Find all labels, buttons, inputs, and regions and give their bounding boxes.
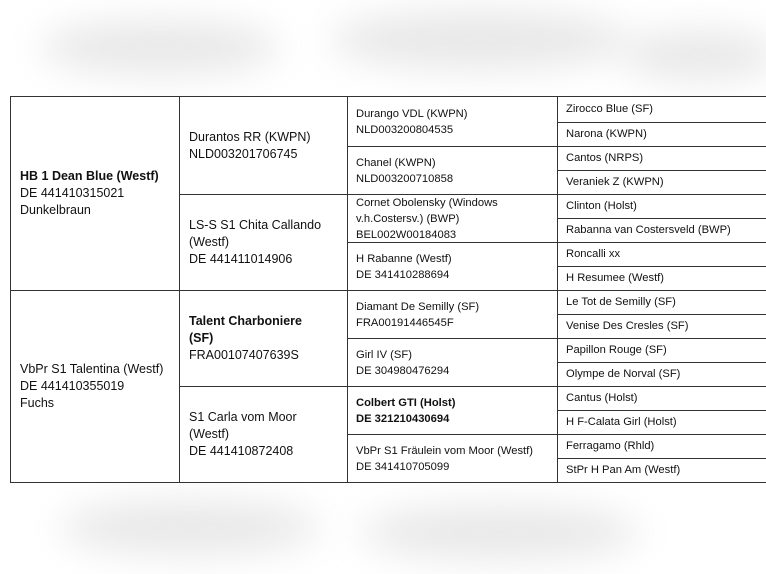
gen3-id: DE 341410288694 [356, 268, 450, 281]
gen3-name: VbPr S1 Fräulein vom Moor (Westf) [356, 444, 533, 457]
gen3-name: Girl IV (SF) [356, 348, 412, 361]
gen4-cell [558, 218, 766, 242]
gen4-name: Cantus (Holst) [566, 392, 638, 404]
gen4-name: Olympe de Norval (SF) [566, 368, 681, 380]
gen4-cell [558, 362, 766, 386]
gen4-cell [558, 242, 766, 266]
subject-horse-name: HB 1 Dean Blue (Westf) [20, 169, 159, 183]
gen4-name: Rabanna van Costersveld (BWP) [566, 224, 731, 236]
gen4-cell [558, 290, 766, 314]
gen4-cell [558, 434, 766, 458]
gen3-name: Colbert GTI (Holst) [356, 396, 456, 409]
gen4-name: H F-Calata Girl (Holst) [566, 416, 677, 428]
dam-cell [11, 290, 179, 482]
gen2-cell [180, 386, 348, 482]
gen4-cell [558, 314, 766, 338]
gen3-id: DE 321210430694 [356, 412, 450, 425]
gen2-name: Talent Charboniere (SF) [189, 314, 302, 345]
generation-2-column [179, 97, 348, 482]
gen4-cell [558, 338, 766, 362]
gen2-id: NLD003201706745 [189, 146, 298, 161]
gen4-cell [558, 458, 766, 482]
gen3-cell [348, 290, 558, 338]
gen3-name: Diamant De Semilly (SF) [356, 300, 480, 313]
gen3-name: Cornet Obolensky (Windows v.h.Costersv.) (BWP) [356, 196, 498, 225]
dam-id: DE 441410355019 [20, 379, 125, 393]
gen3-name: Chanel (KWPN) [356, 156, 436, 169]
gen4-name: Veraniek Z (KWPN) [566, 176, 664, 188]
gen3-cell [348, 97, 558, 146]
gen4-cell [558, 97, 766, 122]
gen2-cell [180, 194, 348, 290]
gen3-name: H Rabanne (Westf) [356, 252, 452, 265]
gen4-name: Narona (KWPN) [566, 128, 647, 140]
subject-horse-id: DE 441410315021 [20, 186, 125, 200]
gen2-id: FRA00107407639S [189, 348, 299, 362]
gen4-cell [558, 170, 766, 194]
subject-horse-color: Dunkelbraun [20, 203, 91, 217]
gen4-name: Clinton (Holst) [566, 200, 637, 212]
generation-3-column [347, 97, 558, 482]
gen4-name: Papillon Rouge (SF) [566, 344, 667, 356]
gen3-name: Durango VDL (KWPN) [356, 107, 468, 120]
gen3-id: DE 341410705099 [356, 460, 450, 473]
gen3-cell [348, 242, 558, 290]
gen3-id: DE 304980476294 [356, 364, 450, 377]
gen3-id: NLD003200710858 [356, 172, 454, 185]
gen4-cell [558, 266, 766, 290]
subject-horse-cell [11, 97, 179, 290]
gen4-cell [558, 146, 766, 170]
gen3-cell [348, 434, 558, 482]
gen2-cell [180, 97, 348, 194]
dam-color: Fuchs [20, 396, 55, 410]
gen4-cell [558, 194, 766, 218]
gen4-name: H Resumee (Westf) [566, 272, 665, 284]
gen2-name: S1 Carla vom Moor (Westf) [189, 410, 297, 441]
gen4-name: StPr H Pan Am (Westf) [566, 464, 681, 476]
gen3-cell [348, 338, 558, 386]
gen3-cell [348, 146, 558, 194]
gen2-id: DE 441410872408 [189, 444, 294, 458]
gen4-name: Le Tot de Semilly (SF) [566, 296, 676, 308]
gen3-cell [348, 194, 558, 242]
gen3-cell [348, 386, 558, 434]
gen4-cell [558, 122, 766, 146]
gen3-id: BEL002W00184083 [356, 228, 457, 241]
gen2-id: DE 441411014906 [189, 252, 293, 266]
gen2-name: Durantos RR (KWPN) [189, 129, 311, 144]
gen4-name: Roncalli xx [566, 248, 621, 260]
gen4-name: Venise Des Cresles (SF) [566, 320, 689, 332]
gen2-cell [180, 290, 348, 386]
gen3-id: NLD003200804535 [356, 123, 454, 136]
generation-1-column [11, 97, 179, 482]
gen4-cell [558, 410, 766, 434]
gen4-name: Cantos (NRPS) [566, 152, 644, 164]
dam-name: VbPr S1 Talentina (Westf) [20, 362, 164, 376]
pedigree-table [10, 96, 766, 483]
gen2-name: LS-S S1 Chita Callando (Westf) [189, 218, 322, 249]
gen4-name: Zirocco Blue (SF) [566, 103, 654, 115]
generation-4-column [557, 97, 766, 482]
gen4-name: Ferragamo (Rhld) [566, 440, 655, 452]
gen3-id: FRA00191446545F [356, 316, 454, 329]
gen4-cell [558, 386, 766, 410]
